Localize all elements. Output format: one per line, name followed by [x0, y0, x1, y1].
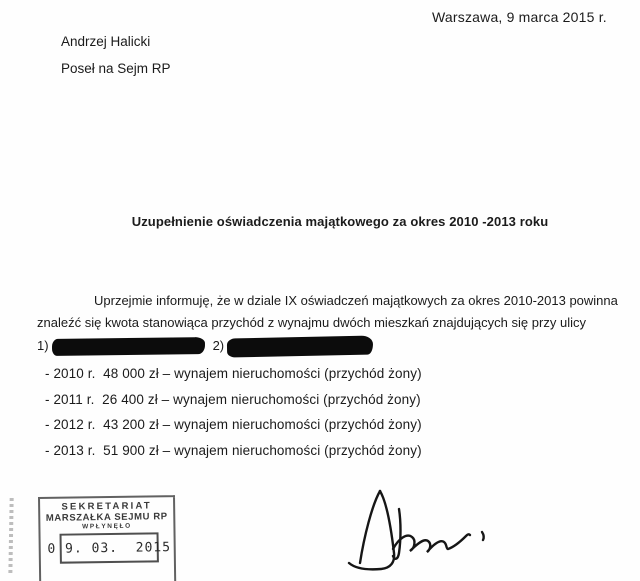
- registry-stamp: [38, 495, 176, 581]
- document-title: Uzupełnienie oświadczenia majątkowego za okres 2010 -2013 roku: [131, 214, 549, 229]
- redaction-marker-1: 1): [37, 338, 49, 354]
- body-line-2: znaleźć się kwota stanowiąca przychód z wynajmu dwóch mieszkań znajdujących się przy ulicy: [37, 314, 586, 330]
- sender-role: Poseł na Sejm RP: [61, 61, 171, 76]
- income-item-2011: - 2011 r. 26 400 zł – wynajem nieruchomości (przychód żony): [45, 391, 421, 407]
- place-date-line: Warszawa, 9 marca 2015 r.: [432, 9, 607, 25]
- redaction-marker-2: 2): [212, 338, 225, 354]
- redacted-address-line: [37, 335, 586, 357]
- redaction-bar-1: [51, 337, 204, 356]
- body-line-1: Uprzejmie informuję, że w dziale IX oświadczeń majątkowych za okres 2010-2013 powinna: [94, 293, 618, 308]
- handwritten-signature-icon: [333, 477, 503, 581]
- income-list: [45, 366, 422, 468]
- stamp-date-box: [47, 532, 172, 563]
- income-item-2013: - 2013 r. 51 900 zł – wynajem nieruchomości (przychód żony): [45, 442, 422, 458]
- stamp-org-line-2: MARSZAŁKA SEJMU RP: [45, 511, 168, 524]
- redaction-bar-2: [227, 335, 373, 357]
- income-item-2012: - 2012 r. 43 200 zł – wynajem nieruchomości (przychód żony): [45, 417, 422, 432]
- body-paragraph: [37, 290, 618, 357]
- sender-name: Andrzej Halicki: [61, 34, 151, 49]
- stamp-org-line-1: SEKRETARIAT: [61, 500, 152, 513]
- scan-edge-artifact: [8, 498, 13, 576]
- income-item-2010: - 2010 r. 48 000 zł – wynajem nieruchomości (przychód żony): [45, 366, 422, 381]
- stamp-date: 0 9. 03. 2015: [47, 539, 172, 557]
- stamp-received-label: WPŁYNĘŁO: [82, 522, 132, 531]
